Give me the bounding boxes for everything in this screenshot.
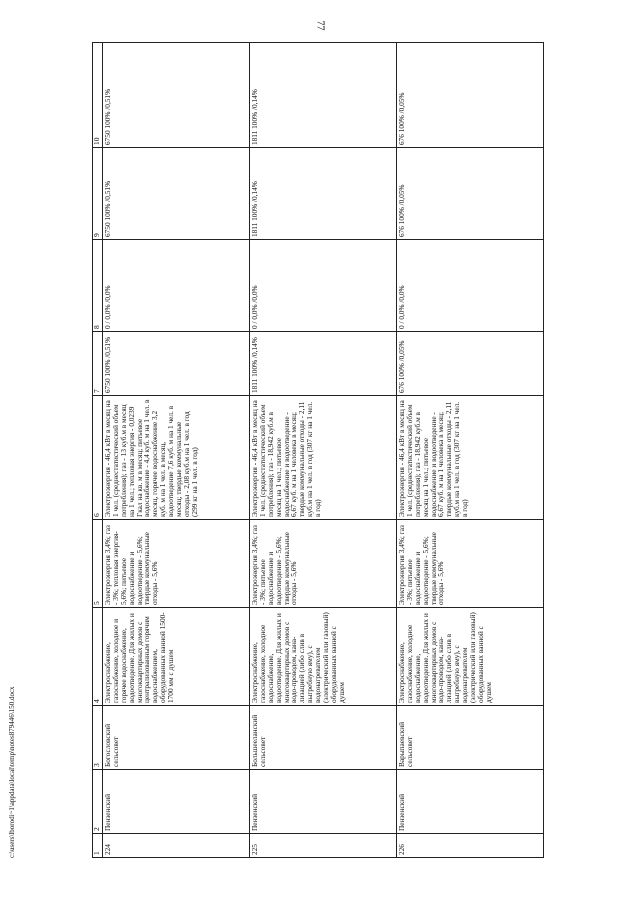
district-cell: Пензенский [397, 770, 544, 834]
header-cell: 3 [93, 706, 103, 770]
value-cell: 0 / 0,0% /0,0% [250, 240, 397, 332]
district-cell: Пензенский [103, 770, 250, 834]
footer-file-path: c:\users\lborodi~1\appdata\local\temp\notes879446\150.docx [8, 686, 16, 858]
services-cell: Электроснабжение, газоснабжение, холодное водоснабжение, водоотведение. Для жилых и многоквартирных домов с водо-проводом, кана-лизацией (либо слив в выгребную яму), с водонагревателем (электрический или газовый) оборудованных ванной с душем [397, 608, 544, 706]
header-cell: 9 [93, 148, 103, 240]
settlement-cell: Богословский сельсовет [103, 706, 250, 770]
page-number: 77 [314, 20, 326, 31]
value-cell: 1811 100% /0,14% [250, 332, 397, 396]
value-cell: 6750 100% /0,51% [103, 332, 250, 396]
header-cell: 1 [93, 834, 103, 858]
header-cell: 4 [93, 608, 103, 706]
header-cell: 2 [93, 770, 103, 834]
header-cell: 6 [93, 396, 103, 520]
services-cell: Электроснабжение, газоснабжение, холодное водоснабжение, водоотведение. Для жилых и многоквартирных домов с водо-проводом, кана-лизацией (либо слив в выгребную яму), с водонагревателем (электрический или газовый) оборудованных ванной с душем [250, 608, 397, 706]
header-cell: 7 [93, 332, 103, 396]
value-cell: 1811 100% /0,14% [250, 148, 397, 240]
rotated-page-body [92, 43, 559, 858]
settlement-cell: Большееланский сельсовет [250, 706, 397, 770]
value-cell: 0 / 0,0% /0,0% [103, 240, 250, 332]
services-cell: Электроснабжение, газоснабжение, холодное и горячее водоснабжение, водоотведение. Для жилых и многоквартирных домов с централизованным горячим водоснабжением, оборудованных ванной 1500-1700 мм с душем [103, 608, 250, 706]
table-row [397, 43, 544, 858]
settlement-cell: Варыпаевский сельсовет [397, 706, 544, 770]
table-row [250, 43, 397, 858]
consumption-cell: Электроэнергия - 46,4 кВт в месяц на 1 чел. (среднестатистический объем потребления); газ - 18,942 куб.м в месяц на 1 чел.; питьевое водоснабжение и водоотведение - 6,67 куб. м на 1 человека в месяц; твердые коммунальные отходы - 2,11 куб.м на 1 чел. в год (307 кг на 1 чел. в год) [397, 396, 544, 520]
value-cell: 676 100% /0,05% [397, 332, 544, 396]
value-cell: 0 / 0,0% /0,0% [397, 240, 544, 332]
growth-rate-cell: Электроэнергия 3,4%; газ - 3%; питьевое водоснабжение и водоотведение - 5,6%; твердые коммунальные отходы - 5,6% [250, 520, 397, 608]
value-cell: 676 100% /0,05% [397, 43, 544, 148]
value-cell: 1811 100% /0,14% [250, 43, 397, 148]
header-cell: 5 [93, 520, 103, 608]
growth-rate-cell: Электроэнергия 3,4%; газ - 3%; питьевое водоснабжение и водоотведение - 5,6%; твердые коммунальные отходы - 5,6% [397, 520, 544, 608]
table-row [103, 43, 250, 858]
value-cell: 6750 100% /0,51% [103, 43, 250, 148]
growth-rate-cell: Электроэнергия 3,4%; газ - 3%; тепловая энергия- 5,6%; питьевое водоснабжение и водоотведение - 5,6%; твердые коммунальные отходы - 5,6% [103, 520, 250, 608]
district-cell: Пензенский [250, 770, 397, 834]
consumption-cell: Электроэнергия - 46,4 кВт в месяц на 1 чел. (среднестатистический объем потребления); газ - 18,942 куб.м в месяц на 1 чел.; питьевое водоснабжение и водоотведение - 6,67 куб. м на 1 человека в месяц; твердые коммунальные отходы - 2,11 куб.м на 1 чел. в год (307 кг на 1 чел. в год) [250, 396, 397, 520]
header-cell: 8 [93, 240, 103, 332]
consumption-cell: Электроэнергия - 46,4 кВт в месяц на 1 чел. (среднестатистический объем потребления); газ - 13 куб.м в месяц на 1 чел.; тепловая энергия - 0,0239 Гкал на кв. м в месяц; питьевое водоснабжение - 4,4 куб. м на 1 чел. в месяц, горячее водоснабжение 3,2 куб. м на 1 чел. в месяц, водоотведение 7,6 куб. м на 1 чел. в месяц; твердые коммунальные отходы - 2,08 куб.м на 1 чел. в год (299 кг на 1 чел. в год) [103, 396, 250, 520]
row-number: 225 [250, 834, 397, 858]
tariff-table [92, 42, 544, 858]
row-number: 226 [397, 834, 544, 858]
value-cell: 676 100% /0,05% [397, 148, 544, 240]
value-cell: 6750 100% /0,51% [103, 148, 250, 240]
row-number: 224 [103, 834, 250, 858]
header-cell: 10 [93, 43, 103, 148]
table-header-row [93, 43, 103, 858]
